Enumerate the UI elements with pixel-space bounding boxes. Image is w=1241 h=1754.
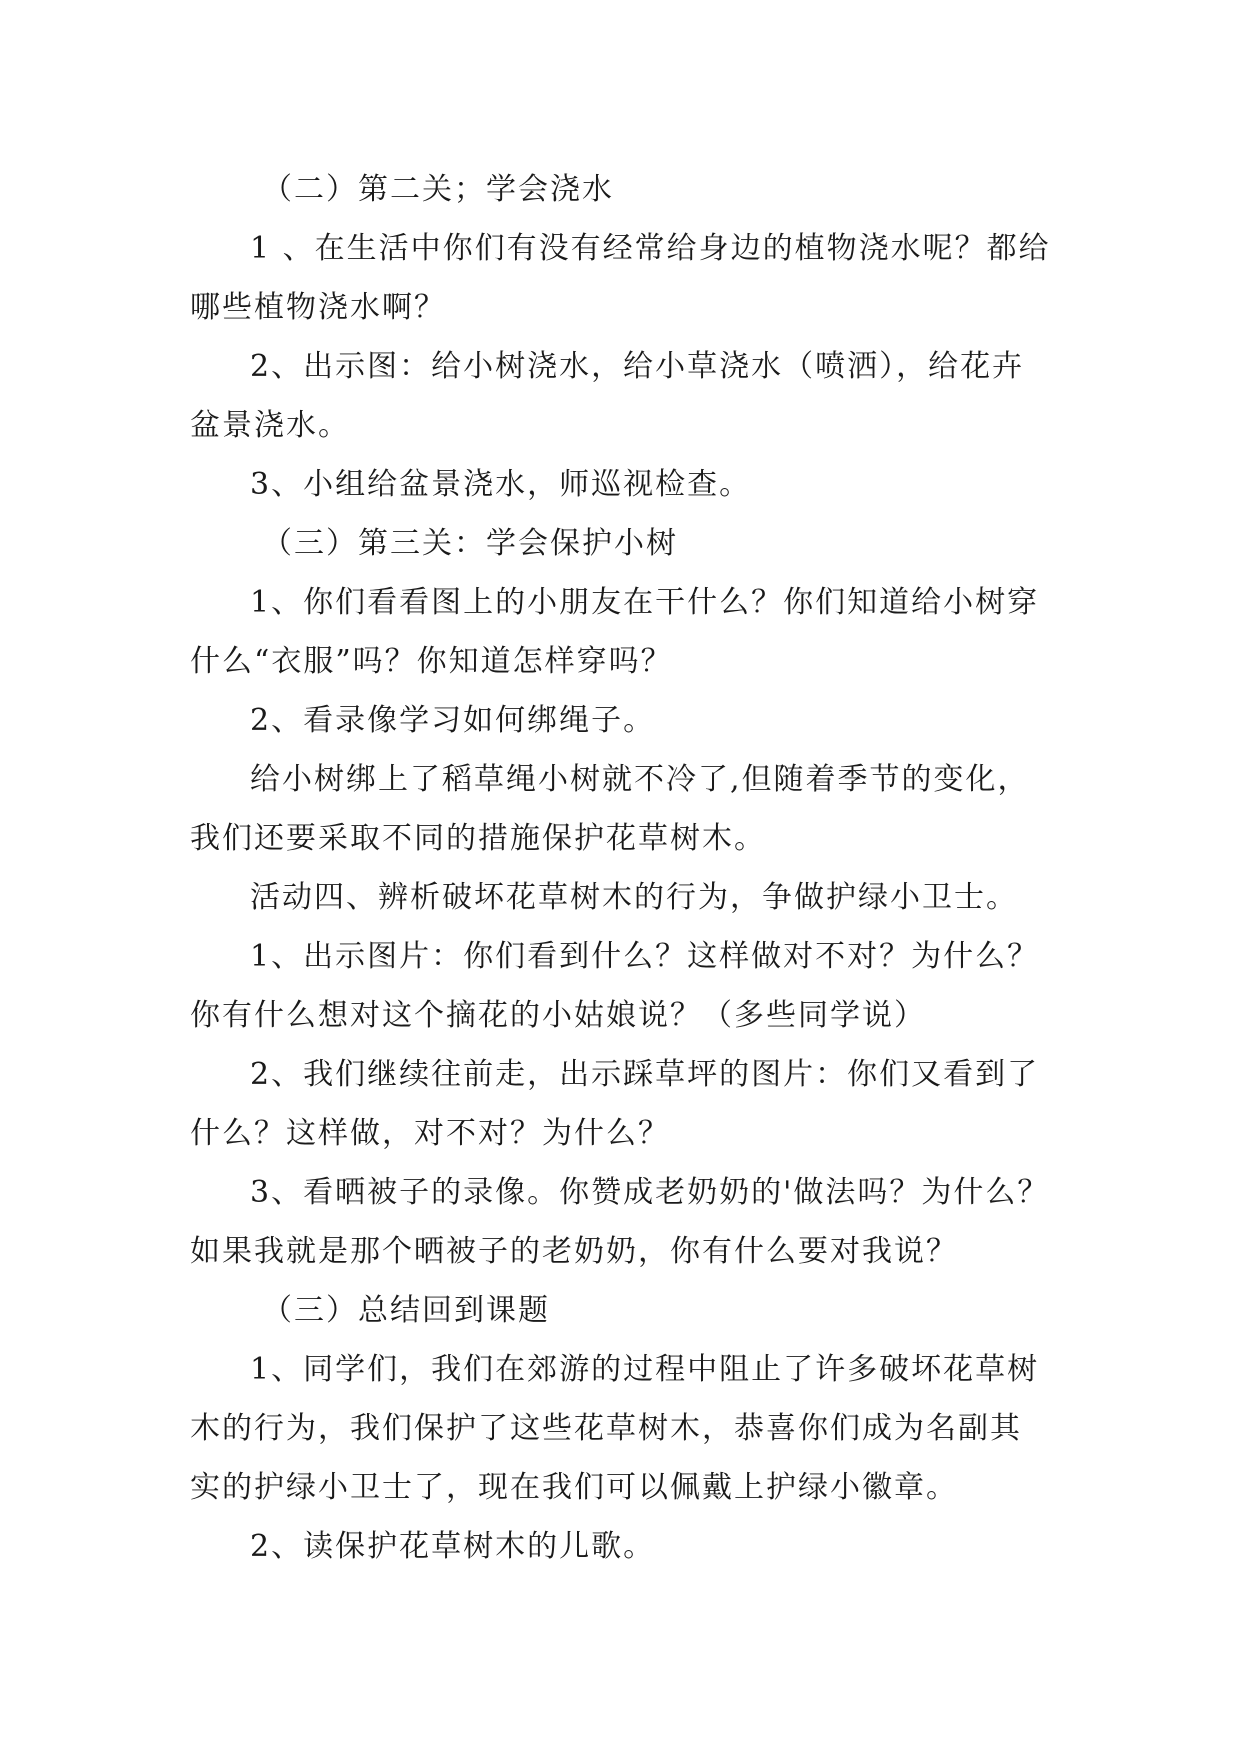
paragraph: 给小树绑上了稻草绳小树就不冷了,但随着季节的变化，我们还要采取不同的措施保护花草树木。 <box>190 762 1030 856</box>
paragraph: 2、读保护花草树木的儿歌。 <box>250 1529 656 1564</box>
paragraph: 2、我们继续往前走，出示踩草坪的图片：你们又看到了什么？这样做，对不对？为什么？ <box>190 1057 1040 1151</box>
paragraph: 3、小组给盆景浇水，师巡视检查。 <box>250 467 752 502</box>
paragraph: 3、看晒被子的录像。你赞成老奶奶的'做法吗？为什么？如果我就是那个晒被子的老奶奶，你有什么要对我说？ <box>190 1175 1050 1269</box>
activity-heading: 活动四、辨析破坏花草树木的行为，争做护绿小卫士。 <box>250 880 1018 915</box>
paragraph: 2、出示图：给小树浇水，给小草浇水（喷洒），给花卉盆景浇水。 <box>190 349 1025 443</box>
section-heading-3: （三）第三关：学会保护小树 <box>262 526 678 561</box>
paragraph: 2、看录像学习如何绑绳子。 <box>250 703 656 738</box>
paragraph: 1、你们看看图上的小朋友在干什么？你们知道给小树穿什么“衣服”吗？你知道怎样穿吗？ <box>190 585 1040 679</box>
paragraph: 1、同学们，我们在郊游的过程中阻止了许多破坏花草树木的行为，我们保护了这些花草树木，恭喜你们成为名副其实的护绿小卫士了，现在我们可以佩戴上护绿小徽章。 <box>190 1352 1040 1505</box>
document-body <box>190 160 1052 1576</box>
section-heading-2: （二）第二关；学会浇水 <box>262 172 614 207</box>
paragraph: 1、出示图片：你们看到什么？这样做对不对？为什么？你有什么想对这个摘花的小姑娘说？（多些同学说） <box>190 939 1040 1033</box>
paragraph: 1 、在生活中你们有没有经常给身边的植物浇水呢？都给哪些植物浇水啊？ <box>190 231 1051 325</box>
section-heading-summary: （三）总结回到课题 <box>262 1293 550 1328</box>
